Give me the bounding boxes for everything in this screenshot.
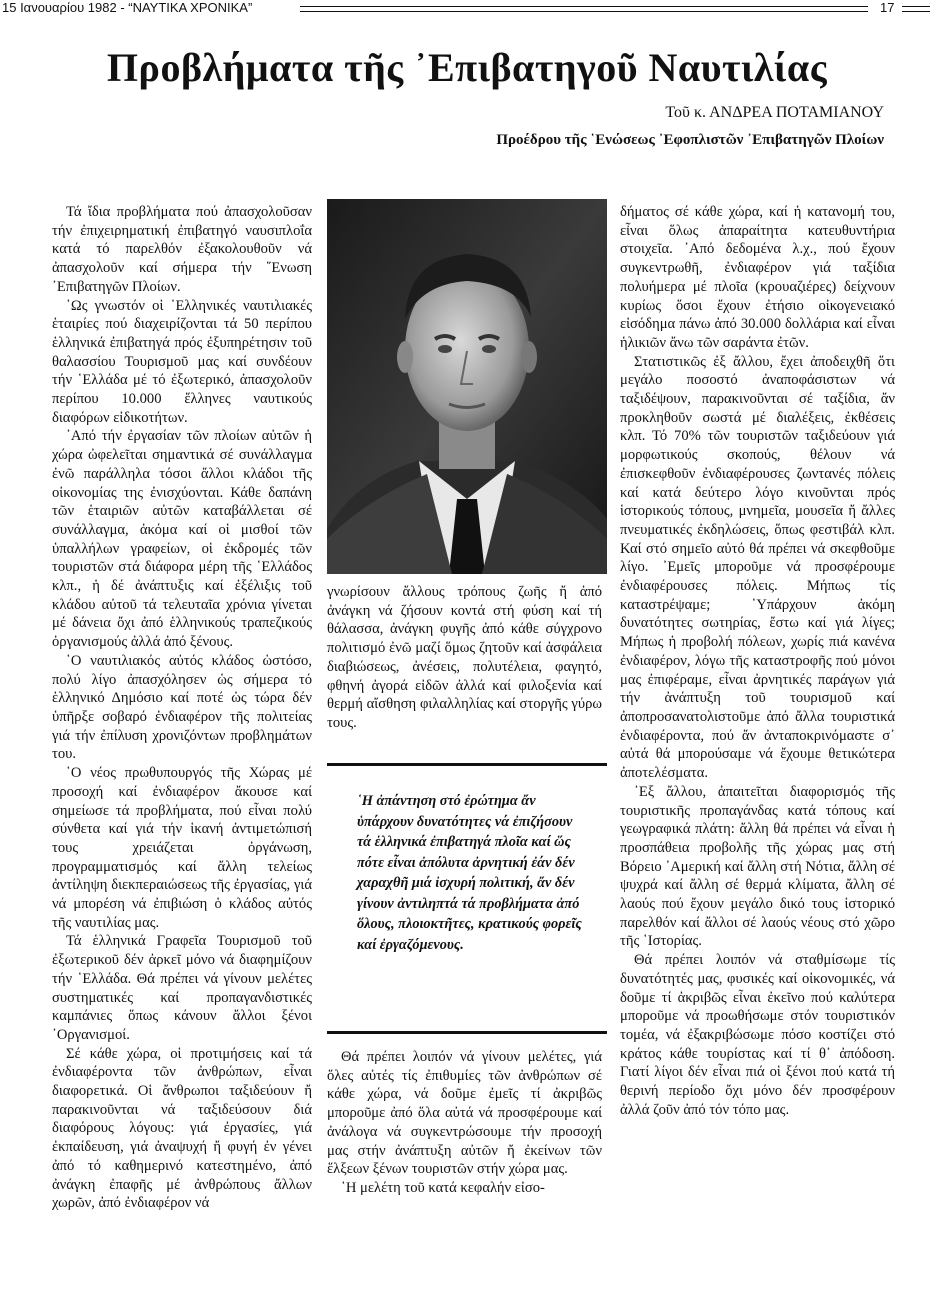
paragraph: ῾Ο νέος πρωθυπουργός τῆς Χώρας μέ προσοχή καί ἐνδιαφέρον ἄκουσε καί σημείωσε τά προβλήματα, πού εἶναι πολύ σύνθετα καί γιά τήν ἱκανή ἀντιμετώπισή τους χρειάζεται ὀργάνωση, προγραμματισμός καί ἄλλη τελείως ἀντίληψη διεκπεραιώσεως τῆς ἐργασίας, γιά νά μπορέση νά ἐπιβιώση ὁ κλάδος αὐτός τῆς ναυτιλίας μας.	[52, 765, 312, 931]
paragraph: ῾Η μελέτη τοῦ κατά κεφαλήν εἰσο-	[341, 1179, 545, 1196]
author-byline: Τοῦ κ. ΑΝΔΡΕΑ ΠΟΤΑΜΙΑΝΟΥ	[665, 104, 884, 121]
paragraph: Σέ κάθε χώρα, οἱ προτιμήσεις καί τά ἐνδιαφέροντα τῶν ἀνθρώπων, εἶναι διαφορετικά. Οἱ ἄνθρωποι ταξιδεύουν ἤ παρακινοῦνται νά ταξιδεύσουν διά διαφόρους λόγους: γιά ἐργασίες, γιά ἐκπαίδευση, γιά ἀναψυχή ἤ φυγή ἐν γένει ἀπό τό καθημερινό κατεστημένο, ἀπό ἀνάγκη ἐπαφῆς μέ ἀνθρώπους ἄλλων χωρῶν, ἀπό ἐνδιαφέρον νά	[52, 1045, 312, 1212]
pull-quote	[327, 763, 607, 1034]
column-3	[620, 203, 895, 1119]
column-2-top	[327, 583, 602, 733]
article-title: Προβλήματα τῆς ᾿Επιβατηγοῦ Ναυτιλίας	[106, 45, 828, 90]
page-number: 17	[880, 0, 895, 15]
paragraph: ᾿Από τήν ἐργασίαν τῶν πλοίων αὐτῶν ἡ χώρα ὠφελεῖται σημαντικά σέ συνάλλαγμα ἐνῶ παράλληλα τόσοι ἄλλοι κλάδοι τῆς οἰκονομίας της ἐνισχύονται. Κάθε δαπάνη τῶν ἑταιριῶν αὐτῶν καταβάλλεται σέ συνάλλαγμα, ἀκόμα καί οἱ μισθοί τῶν ὑπαλλήλων γραφείων, οἱ ἐκδρομές τῶν τουριστῶν στά διάφορα μέρη τῆς ῾Ελλάδος κλπ., ἡ δέ ἀνάπτυξις καί ἐξέλιξις τοῦ κλάδου αὐτοῦ τά τελευταῖα χρόνια γίνεται μέ δάνεια ὄχι ἀπό ἑλληνικούς τραπεζικούς ὀργανισμούς ἀλλά ἀπό ξένους.	[52, 428, 312, 651]
paragraph: Στατιστικῶς ἐξ ἄλλου, ἔχει ἀποδειχθῆ ὅτι μεγάλο ποσοστό ἀναποφάσιστων νά ταξιδέψουν, παρακινοῦνται σέ ταξίδια, ἄν προκληθοῦν σωστά μέ διαλέξεις, ἐκθέσεις κλπ. Τό 70% τῶν τουριστῶν ταξιδεύουν γιά μορφωτικούς σκοπούς, θέλουν νά ἐπισκεφθοῦν ἐνδιαφέρουσες ζωντανές πόλεις καί κατά δεύτερο λόγο κινοῦνται πρός ἱστορικούς τόπους, μνημεῖα, μουσεῖα ἤ ἄλλες πνευματικές ἐκδηλώσεις, ὅπως φεστιβάλ κλπ. Καί στό σημεῖο αὐτό θά πρέπει νά σκεφθοῦμε λίγο. ᾿Εμεῖς μποροῦμε νά προσφέρουμε ἐνδιαφέρουσες πόλεις. Μήπως τίς καταστρέψαμε; ῾Υπάρχουν ἀκόμη δυνατότητες σωτηρίας, ἔστω καί γιά λίγες; Μήπως ἡ προβολή πόλεων, χωρίς πιά κανένα ἐνδιαφέρον, λόγω τῆς καταστροφῆς πού μόνοι μας ἐπιφέραμε, εἶναι ἀρνητικές παράγων γιά τήν ἀνάπτυξη τοῦ τουρισμοῦ καί ἀποπροσανατολιστοῦμε ἀπό ἄλλα τουριστικά ἐνδιαφέροντα, πού ἄν ἀνταποκρινόμαστε σ᾿ αὐτά θά μπορούσαμε νά ἔχουμε θετικώτερα ἀποτελέσματα.	[620, 353, 895, 782]
author-role: Προέδρου τῆς ῾Ενώσεως ᾿Εφοπλιστῶν ᾿Επιβατηγῶν Πλοίων	[496, 132, 884, 148]
author-portrait-photo	[327, 199, 607, 574]
paragraph: Τά ἑλληνικά Γραφεῖα Τουρισμοῦ τοῦ ἐξωτερικοῦ δέν ἀρκεῖ μόνο νά διαφημίζουν τήν ῾Ελλάδα. Θά πρέπει νά γίνουν μελέτες συστηματικές καί προπαγανδιστικές καμπάνιες ὅπως κάνουν ἄλλοι ξένοι ᾿Οργανισμοί.	[52, 933, 312, 1043]
paragraph: ῾Ως γνωστόν οἱ ῾Ελληνικές ναυτιλιακές ἑταιρίες πού διαχειρίζονται τά 50 περίπου ἑλληνικά ἐπιβατηγά πρός ἐξυπηρέτησιν τοῦ θαλασσίου Τουρισμοῦ μας καί συνδέουν τήν ῾Ελλάδα μέ τό ἐξωτερικό, ἀπασχολοῦν περίπου 10.000 ἕλληνες ναυτικούς διαφόρων εἰδικοτήτων.	[52, 297, 312, 426]
header-rule-right	[902, 6, 930, 12]
paragraph: δήματος σέ κάθε χώρα, καί ἡ κατανομή του, εἶναι ὅλως ἀπαραίτητα κατευθυντήρια στοιχεῖα. ᾿Από δεδομένα λ.χ., πού ἔχουν συγκεντρωθῆ, ἐνδιαφέρον γιά ταξίδια πολυήμερα μέ πλοῖα (κρουαζιέρες) δείχνουν κυρίως ὅσοι ἔχουν ἐτήσιο οἰκογενειακό εἰσόδημα πάνω ἀπό 30.000 δολλάρια καί εἶναι ἡλικιῶν ἄνω τῶν σαράντα ἐτῶν.	[620, 204, 895, 351]
running-header: 15 Ιανουαρίου 1982 - “ΝΑΥΤΙΚΑ ΧΡΟΝΙΚΑ”	[2, 0, 253, 15]
header-rule	[300, 6, 868, 12]
column-1	[52, 203, 312, 1213]
paragraph: γνωρίσουν ἄλλους τρόπους ζωῆς ἤ ἀπό ἀνάγκη νά ζήσουν κοντά στή φύση καί τή θάλασσα, ἀνάγκη φυγῆς ἀπό κάθε σύγχρονο πολιτισμό ἐνῶ μαζί ὅμως ζητοῦν καί ἀσφάλεια διαβιώσεως, ἀνέσεις, πολυτέλεια, φαγητό, φθηνή ἀγορά εἰδῶν ἀλλά καί φιλοξενία καί θερμή αἴσθηση φιλαλληλίας καί στοργῆς γύρω τους.	[327, 584, 602, 731]
pull-quote-text: ῾Η ἀπάντηση στό ἐρώτημα ἄν ὑπάρχουν δυνατότητες νά ἐπιζήσουν τά ἑλληνικά ἐπιβατηγά πλοῖα καί ὥς πότε εἶναι ἀπόλυτα ἀρνητική ἐάν δέν χαραχθῆ μιά ἰσχυρή πολιτική, ἄν δέν γίνουν ἀντιληπτά τά προβλήματα ἀπό ὅλους, πλοιοκτῆτες, κρατικούς φορεῖς καί ἐργαζόμενους.	[357, 793, 582, 953]
paragraph: Θά πρέπει λοιπόν νά γίνουν μελέτες, γιά ὅλες αὐτές τίς ἐπιθυμίες τῶν ἀνθρώπων σέ κάθε χώρα, νά δοῦμε ἐμεῖς τί ἀκριβῶς μποροῦμε ἀπό ὅλα αὐτά νά προσφέρουμε καί ἀνάλογα νά συγκεντρώσουμε τήν προσοχή μας στήν ἀνάπτυξη αὐτῶν ἤ ἐκείνων τῶν ἕλξεων ξένων τουριστῶν στήν χώρα μας.	[327, 1049, 602, 1178]
paragraph: Θά πρέπει λοιπόν νά σταθμίσωμε τίς δυνατότητές μας, φυσικές καί οἰκονομικές, νά δοῦμε τί ἀκριβῶς εἶναι ἐκεῖνο πού καλύτερα μποροῦμε νά προωθήσωμε στόν τουριστικόν τομέα, νά ἐξακριβώσωμε πόσο κοστίζει στό κράτος κάθε τουρίστας καί τί θ᾿ ἀπόδοση. Γιατί λίγοι δέν εἶναι πιά οἱ ξένοι πού κατά τή θερινή περίοδο ὄχι μόνο δέν προσφέρουν ἀλλά ζοῦν ἀπό τόν τόπο μας.	[620, 952, 895, 1118]
paragraph: Τά ἴδια προβλήματα πού ἀπασχολοῦσαν τήν ἐπιχειρηματική ἐπιβατηγό ναυσιπλοΐα κατά τό παρελθόν ἐξακολουθοῦν νά ἀπασχολοῦν καί σήμερα τήν ῞Ενωση ᾿Επιβατηγῶν Πλοίων.	[52, 204, 312, 295]
column-2-bottom	[327, 1048, 602, 1198]
paragraph: ῾Ο ναυτιλιακός αὐτός κλάδος ὡστόσο, πολύ λίγο ἀπασχόλησεν ὡς σήμερα τό ἑλληνικό Δημόσιο καί ποτέ ὡς τώρα δέν ὑπῆρξε σοβαρό ἐνδιαφέρον τῆς πολιτείας γιά τήν ἐπίλυση χρονιζόντων προβλημάτων του.	[52, 652, 312, 763]
paragraph: ᾿Εξ ἄλλου, ἀπαιτεῖται διαφορισμός τῆς τουριστικῆς προπαγάνδας κατά τόπους καί γεωγραφικά πλάτη: ἄλλη θά πρέπει νά εἶναι ἡ προσπάθεια προβολῆς τῆς χώρας μας στή Βόρειο ᾿Αμερική καί ἄλλη στή Νότια, ἄλλη σέ ψυχρά καί ἄλλη σέ θερμά κλίματα, ἄλλη σέ λαούς πού ἔχουν μεγάλο δικό τους ἱστορικό παρελθόν καί ἄλλοι σέ λαούς νέους στό χῶρο τῆς ῾Ιστορίας.	[620, 783, 895, 950]
